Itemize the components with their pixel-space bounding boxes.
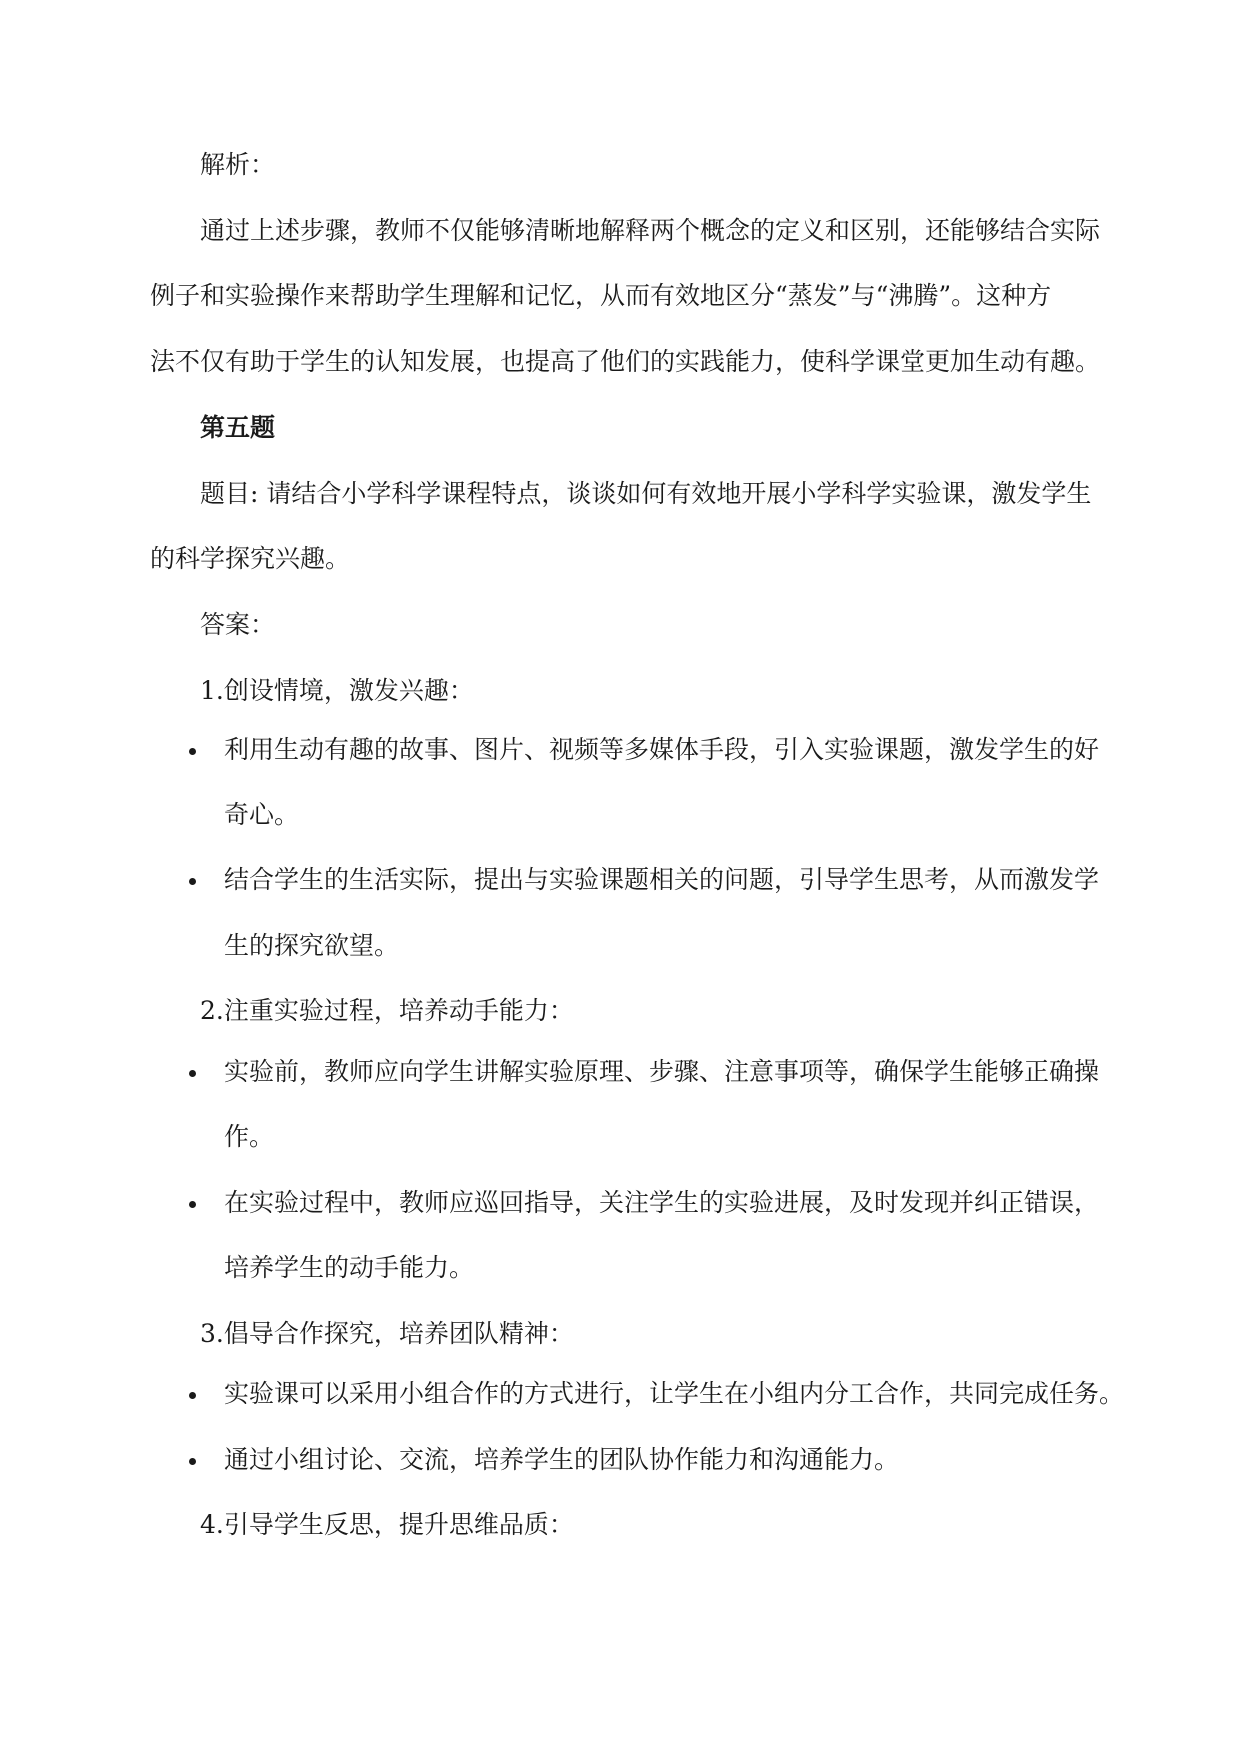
bullet-dot-icon bbox=[189, 878, 196, 885]
section-3-bullet-1: 实验课可以采用小组合作的方式进行，让学生在小组内分工合作，共同完成任务。 bbox=[224, 1379, 1125, 1408]
bullet-dot-icon bbox=[189, 1070, 196, 1077]
section-2-bullet-2-line-2: 培养学生的动手能力。 bbox=[224, 1253, 475, 1282]
analysis-line-3: 法不仅有助于学生的认知发展，也提高了他们的实践能力，使科学课堂更加生动有趣。 bbox=[150, 347, 1101, 376]
question-title: 第五题 bbox=[200, 413, 276, 442]
section-2-bullet-1-line-2: 作。 bbox=[224, 1122, 275, 1151]
section-1-bullet-1-line-1: 利用生动有趣的故事、图片、视频等多媒体手段，引入实验课题，激发学生的好 bbox=[224, 735, 1100, 764]
analysis-label: 解析： bbox=[200, 150, 276, 179]
section-2-bullet-2-line-1: 在实验过程中，教师应巡回指导，关注学生的实验进展，及时发现并纠正错误， bbox=[224, 1188, 1100, 1217]
section-1-bullet-2-line-2: 生的探究欲望。 bbox=[224, 931, 400, 960]
bullet-dot-icon bbox=[189, 748, 196, 755]
question-line-1: 题目: 请结合小学科学课程特点，谈谈如何有效地开展小学科学实验课，激发学生 bbox=[200, 479, 1092, 508]
answer-label: 答案： bbox=[200, 610, 276, 639]
section-3-heading: 3.倡导合作探究，培养团队精神： bbox=[200, 1319, 574, 1348]
section-1-bullet-2-line-1: 结合学生的生活实际，提出与实验课题相关的问题，引导学生思考，从而激发学 bbox=[224, 865, 1100, 894]
section-1-heading: 1.创设情境，激发兴趣： bbox=[200, 676, 474, 705]
bullet-dot-icon bbox=[189, 1392, 196, 1399]
section-3-bullet-2: 通过小组讨论、交流，培养学生的团队协作能力和沟通能力。 bbox=[224, 1445, 900, 1474]
section-1-bullet-1-line-2: 奇心。 bbox=[224, 800, 300, 829]
bullet-dot-icon bbox=[189, 1458, 196, 1465]
bullet-dot-icon bbox=[189, 1201, 196, 1208]
analysis-line-1: 通过上述步骤，教师不仅能够清晰地解释两个概念的定义和区别，还能够结合实际 bbox=[200, 216, 1101, 245]
section-2-heading: 2.注重实验过程，培养动手能力： bbox=[200, 996, 574, 1025]
analysis-line-2: 例子和实验操作来帮助学生理解和记忆，从而有效地区分“蒸发”与“沸腾”。这种方 bbox=[150, 281, 1052, 310]
question-line-2: 的科学探究兴趣。 bbox=[150, 544, 351, 573]
section-2-bullet-1-line-1: 实验前，教师应向学生讲解实验原理、步骤、注意事项等，确保学生能够正确操 bbox=[224, 1057, 1100, 1086]
section-4-heading: 4.引导学生反思，提升思维品质： bbox=[200, 1510, 574, 1539]
